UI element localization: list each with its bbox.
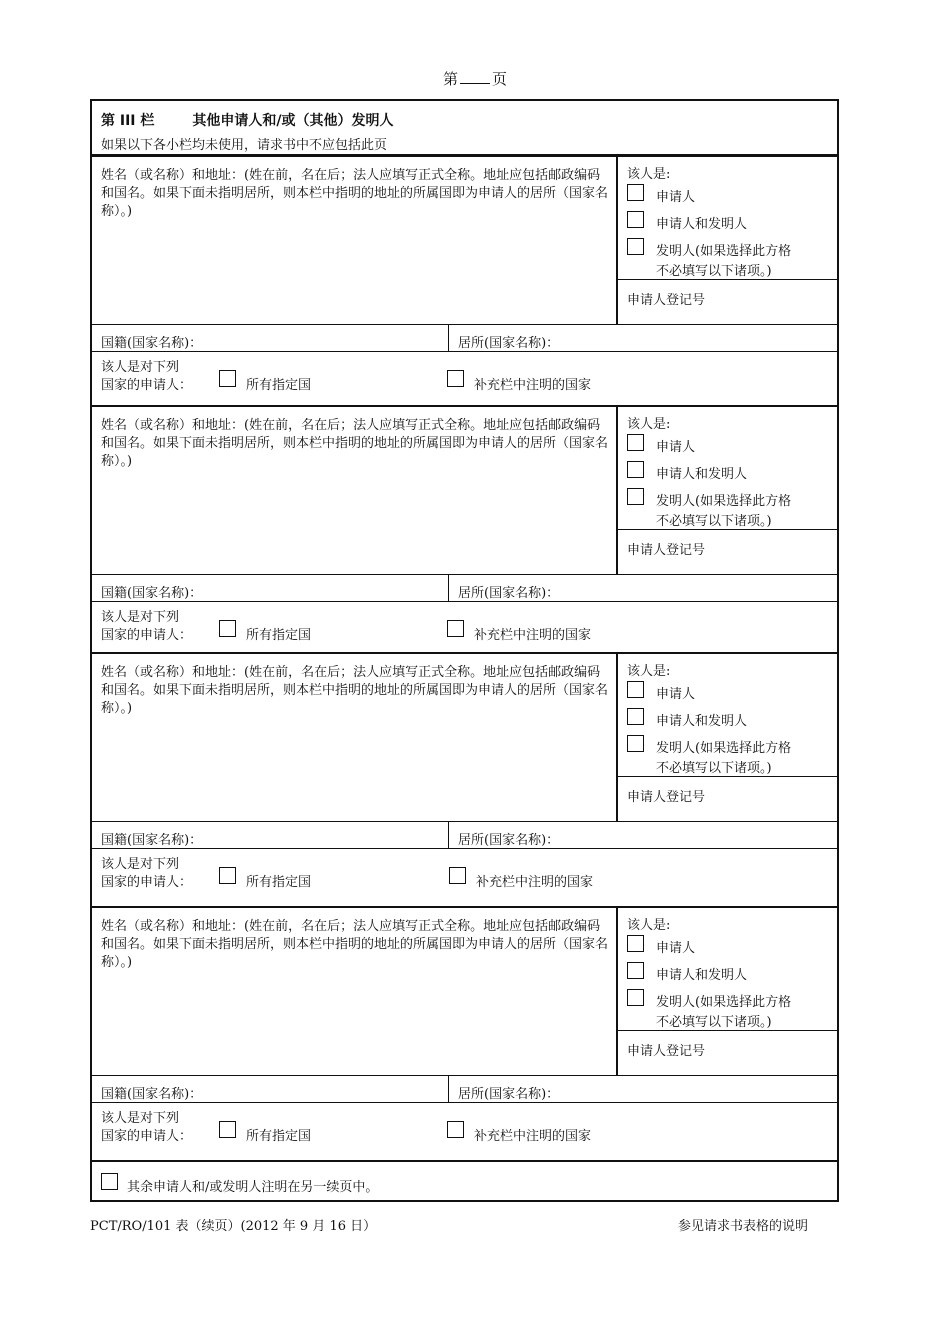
- page-number-suffix: 页: [492, 70, 508, 88]
- applicant-inventor-checkbox[interactable]: [627, 708, 644, 725]
- applicant-inventor-label: 申请人和发明人: [656, 714, 748, 729]
- supplemental-states-label: 补充栏中注明的国家: [474, 628, 592, 643]
- all-states-checkbox[interactable]: [219, 867, 236, 884]
- person-status-heading: 该人是:: [627, 417, 671, 432]
- designation-row: [92, 1103, 837, 1156]
- applicant-block-1: [92, 155, 837, 405]
- designation-label-line2: 国家的申请人：: [101, 875, 193, 890]
- applicant-inventor-checkbox[interactable]: [627, 211, 644, 228]
- inventor-note: 不必填写以下诸项。): [656, 1015, 772, 1030]
- continuation-row: [92, 1160, 837, 1200]
- inventor-note: 不必填写以下诸项。): [656, 264, 772, 279]
- designation-label-line1: 该人是对下列: [101, 1111, 180, 1126]
- designation-label-line2: 国家的申请人：: [101, 378, 193, 393]
- box-title: [101, 110, 394, 130]
- form-identifier: PCT/RO/101 表（续页）(2012 年 9 月 16 日）: [90, 1219, 377, 1234]
- registration-number-field[interactable]: 申请人登记号: [627, 790, 706, 805]
- designation-label-line1: 该人是对下列: [101, 360, 180, 375]
- applicant-inventor-checkbox[interactable]: [627, 962, 644, 979]
- inventor-label: 发明人(如果选择此方格: [656, 494, 792, 509]
- supplemental-states-label: 补充栏中注明的国家: [474, 378, 592, 393]
- designation-label: [101, 1110, 192, 1146]
- applicant-checkbox[interactable]: [627, 681, 644, 698]
- box-iii-header: [92, 101, 837, 156]
- box-iii-form: [90, 99, 839, 1202]
- page-number-prefix: 第: [442, 70, 458, 88]
- inventor-checkbox[interactable]: [627, 989, 644, 1006]
- all-states-label: 所有指定国: [246, 1129, 312, 1144]
- applicant-inventor-label: 申请人和发明人: [656, 467, 748, 482]
- all-states-checkbox[interactable]: [219, 370, 236, 387]
- applicant-inventor-label: 申请人和发明人: [656, 217, 748, 232]
- name-address-label: 姓名（或名称）和地址：(姓在前，名在后；法人应填写正式全称。地址应包括邮政编码和国名。如果下面未指明居所，则本栏中指明的地址的所属国即为申请人的居所（国家名称）。): [101, 665, 609, 716]
- person-status-cell: [618, 906, 837, 1076]
- nationality-field[interactable]: 国籍(国家名称)：: [92, 575, 449, 601]
- applicant-checkbox[interactable]: [627, 434, 644, 451]
- nationality-field[interactable]: 国籍(国家名称)：: [92, 325, 449, 351]
- all-states-label: 所有指定国: [246, 628, 312, 643]
- all-states-checkbox[interactable]: [219, 620, 236, 637]
- name-address-field[interactable]: [92, 906, 618, 1076]
- person-status-cell: [618, 652, 837, 822]
- name-address-label: 姓名（或名称）和地址：(姓在前，名在后；法人应填写正式全称。地址应包括邮政编码和国名。如果下面未指明居所，则本栏中指明的地址的所属国即为申请人的居所（国家名称）。): [101, 418, 609, 469]
- residence-field[interactable]: 居所(国家名称)：: [458, 833, 560, 848]
- supplemental-states-checkbox[interactable]: [447, 1121, 464, 1138]
- name-address-field[interactable]: [92, 405, 618, 575]
- applicant-label: 申请人: [656, 190, 696, 205]
- applicant-label: 申请人: [656, 941, 696, 956]
- all-states-label: 所有指定国: [246, 875, 312, 890]
- box-number: 第 III 栏: [101, 113, 155, 129]
- continuation-label: 其余申请人和/或发明人注明在另一续页中。: [127, 1180, 379, 1195]
- supplemental-states-checkbox[interactable]: [447, 370, 464, 387]
- person-status-heading: 该人是:: [627, 918, 671, 933]
- designation-row: [92, 602, 837, 655]
- supplemental-states-checkbox[interactable]: [447, 620, 464, 637]
- supplemental-states-checkbox[interactable]: [449, 867, 466, 884]
- supplemental-states-label: 补充栏中注明的国家: [474, 1129, 592, 1144]
- box-usage-note: 如果以下各小栏均未使用，请求书中不应包括此页: [101, 138, 388, 153]
- nationality-field[interactable]: 国籍(国家名称)：: [92, 1076, 449, 1102]
- designation-row: [92, 352, 837, 405]
- inventor-label: 发明人(如果选择此方格: [656, 995, 792, 1010]
- inventor-checkbox[interactable]: [627, 735, 644, 752]
- applicant-label: 申请人: [656, 440, 696, 455]
- name-address-label: 姓名（或名称）和地址：(姓在前，名在后；法人应填写正式全称。地址应包括邮政编码和国名。如果下面未指明居所，则本栏中指明的地址的所属国即为申请人的居所（国家名称）。): [101, 919, 609, 970]
- designation-label: [101, 359, 192, 395]
- inventor-note: 不必填写以下诸项。): [656, 761, 772, 776]
- nationality-field[interactable]: 国籍(国家名称)：: [92, 822, 449, 848]
- all-states-label: 所有指定国: [246, 378, 312, 393]
- nationality-residence-row: [92, 325, 837, 352]
- name-address-label: 姓名（或名称）和地址：(姓在前，名在后；法人应填写正式全称。地址应包括邮政编码和国名。如果下面未指明居所，则本栏中指明的地址的所属国即为申请人的居所（国家名称）。): [101, 168, 609, 219]
- designation-row: [92, 849, 837, 902]
- nationality-residence-row: [92, 575, 837, 602]
- registration-number-field[interactable]: 申请人登记号: [627, 293, 706, 308]
- inventor-checkbox[interactable]: [627, 238, 644, 255]
- designation-label-line2: 国家的申请人：: [101, 628, 193, 643]
- applicant-label: 申请人: [656, 687, 696, 702]
- applicant-block-4: [92, 906, 837, 1156]
- name-address-field[interactable]: [92, 652, 618, 822]
- page-number-blank[interactable]: [460, 69, 490, 84]
- supplemental-states-label: 补充栏中注明的国家: [476, 875, 594, 890]
- applicant-block-3: [92, 652, 837, 902]
- registration-number-field[interactable]: 申请人登记号: [627, 1044, 706, 1059]
- applicant-inventor-checkbox[interactable]: [627, 461, 644, 478]
- inventor-checkbox[interactable]: [627, 488, 644, 505]
- designation-label: [101, 856, 192, 892]
- residence-field[interactable]: 居所(国家名称)：: [458, 1087, 560, 1102]
- applicant-block-2: [92, 405, 837, 655]
- name-address-field[interactable]: [92, 155, 618, 325]
- notes-reference: 参见请求书表格的说明: [678, 1219, 809, 1234]
- designation-label-line2: 国家的申请人：: [101, 1129, 193, 1144]
- all-states-checkbox[interactable]: [219, 1121, 236, 1138]
- inventor-label: 发明人(如果选择此方格: [656, 244, 792, 259]
- continuation-checkbox[interactable]: [101, 1173, 118, 1190]
- applicant-inventor-label: 申请人和发明人: [656, 968, 748, 983]
- applicant-checkbox[interactable]: [627, 935, 644, 952]
- registration-number-field[interactable]: 申请人登记号: [627, 543, 706, 558]
- person-status-cell: [618, 155, 837, 325]
- designation-label: [101, 609, 192, 645]
- applicant-checkbox[interactable]: [627, 184, 644, 201]
- nationality-residence-row: [92, 822, 837, 849]
- inventor-note: 不必填写以下诸项。): [656, 514, 772, 529]
- person-status-heading: 该人是:: [627, 664, 671, 679]
- residence-field[interactable]: 居所(国家名称)：: [458, 336, 560, 351]
- residence-field[interactable]: 居所(国家名称)：: [458, 586, 560, 601]
- designation-label-line1: 该人是对下列: [101, 857, 180, 872]
- inventor-label: 发明人(如果选择此方格: [656, 741, 792, 756]
- person-status-heading: 该人是:: [627, 167, 671, 182]
- box-heading: 其他申请人和/或（其他）发明人: [192, 113, 394, 129]
- page-number-header: [0, 68, 950, 89]
- person-status-cell: [618, 405, 837, 575]
- designation-label-line1: 该人是对下列: [101, 610, 180, 625]
- nationality-residence-row: [92, 1076, 837, 1103]
